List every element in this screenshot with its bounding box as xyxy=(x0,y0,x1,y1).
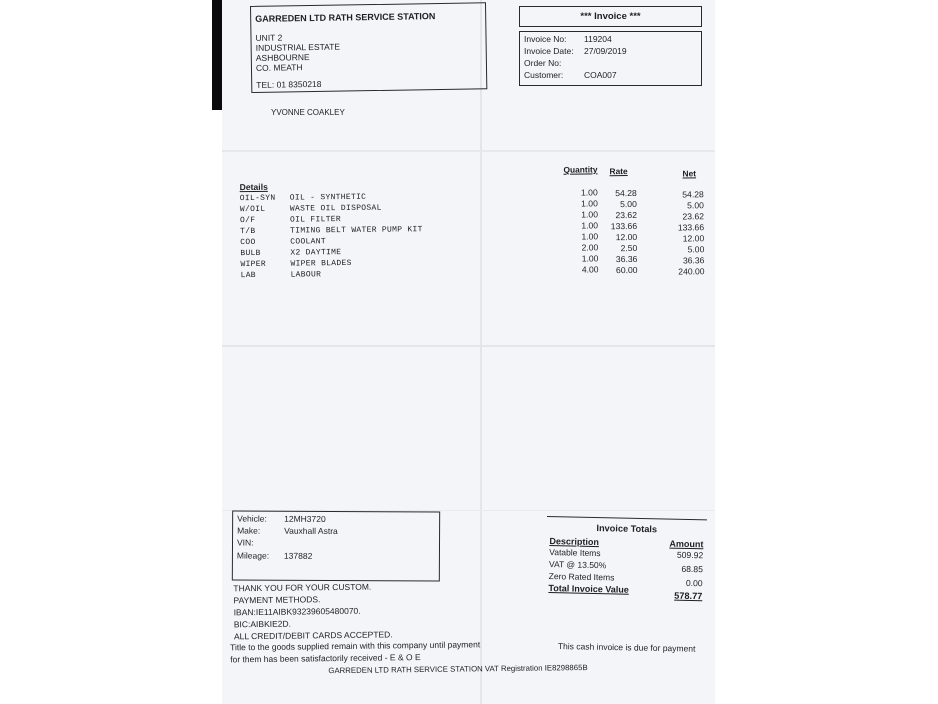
vin-label: VIN: xyxy=(236,537,254,548)
totals-row-value: 68.85 xyxy=(681,563,704,575)
item-code: O/F xyxy=(239,215,256,226)
totals-amount-header: Amount xyxy=(669,538,704,550)
item-quantity: 4.00 xyxy=(581,264,599,275)
item-quantity: 1.00 xyxy=(581,198,598,209)
item-code: W/OIL xyxy=(239,204,266,215)
item-code: WIPER xyxy=(240,259,267,270)
quantity-header: Quantity xyxy=(563,164,598,175)
customer-value: COA007 xyxy=(584,70,617,80)
total-invoice-label: Total Invoice Value xyxy=(548,583,629,595)
invoice-paper xyxy=(222,0,715,704)
item-description: WASTE OIL DISPOSAL xyxy=(289,203,382,214)
title-terms: for them has been satisfactorily received - E & O E xyxy=(230,652,421,665)
totals-row-value: 0.00 xyxy=(685,577,703,589)
item-net: 54.28 xyxy=(682,189,704,200)
company-vat-line: GARREDEN LTD RATH SERVICE STATION VAT Registration IE8298865B xyxy=(328,663,588,676)
item-code: COO xyxy=(240,237,256,248)
item-rate: 2.50 xyxy=(620,242,638,254)
item-quantity: 1.00 xyxy=(581,231,599,242)
item-description: TIMING BELT WATER PUMP KIT xyxy=(290,225,423,236)
rate-header: Rate xyxy=(609,166,628,177)
details-header: Details xyxy=(239,181,268,193)
invoice-title: *** Invoice *** xyxy=(580,11,641,22)
mileage-value: 137882 xyxy=(283,550,313,561)
mileage-label: Mileage: xyxy=(236,550,270,561)
invoice-date-value: 27/09/2019 xyxy=(584,46,627,56)
vehicle-label: Vehicle: xyxy=(237,513,267,524)
item-net: 240.00 xyxy=(678,266,705,277)
item-net: 12.00 xyxy=(682,233,705,244)
item-description: WIPER BLADES xyxy=(290,258,352,269)
item-description: COOLANT xyxy=(290,237,326,247)
item-quantity: 1.00 xyxy=(580,187,598,198)
total-invoice-value: 578.77 xyxy=(674,590,703,602)
item-quantity: 1.00 xyxy=(581,209,599,220)
item-quantity: 1.00 xyxy=(581,220,599,231)
footer-line: IBAN:IE11AIBK93239605480070. xyxy=(233,605,361,618)
make-value: Vauxhall Astra xyxy=(284,525,338,537)
item-code: OIL-SYN xyxy=(239,193,276,204)
item-description: X2 DAYTIME xyxy=(290,248,342,258)
item-net: 5.00 xyxy=(687,244,705,255)
item-rate: 133.66 xyxy=(610,220,638,232)
item-rate: 60.00 xyxy=(615,264,638,276)
totals-title: Invoice Totals xyxy=(596,523,658,535)
invoice-date-label: Invoice Date: xyxy=(524,46,574,56)
item-quantity: 2.00 xyxy=(581,242,599,253)
item-code: BULB xyxy=(240,248,261,259)
title-terms: Title to the goods supplied remain with this company until payment xyxy=(230,639,481,653)
address-line: INDUSTRIAL ESTATE xyxy=(255,41,341,53)
invoice-no-value: 119204 xyxy=(584,34,612,44)
company-tel: TEL: 01 8350218 xyxy=(256,78,322,90)
footer-line: ALL CREDIT/DEBIT CARDS ACCEPTED. xyxy=(233,629,393,642)
customer-name: YVONNE COAKLEY xyxy=(271,108,345,117)
item-code: LAB xyxy=(240,270,256,281)
totals-row-value: 509.92 xyxy=(676,549,704,561)
item-net: 23.62 xyxy=(682,211,705,222)
item-rate: 36.36 xyxy=(615,253,638,265)
order-no-label: Order No: xyxy=(524,58,562,68)
company-name: GARREDEN LTD RATH SERVICE STATION xyxy=(255,11,436,24)
make-label: Make: xyxy=(237,525,261,536)
address-line: ASHBOURNE xyxy=(255,52,310,63)
item-rate: 12.00 xyxy=(615,231,638,243)
item-net: 133.66 xyxy=(677,222,705,233)
item-net: 36.36 xyxy=(682,255,705,266)
item-description: LABOUR xyxy=(290,270,322,280)
item-description: OIL - SYNTHETIC xyxy=(289,192,367,203)
address-line: UNIT 2 xyxy=(255,32,283,43)
footer-line: BIC:AIBKIE2D. xyxy=(233,618,292,630)
cash-invoice-note: This cash invoice is due for payment xyxy=(557,641,696,654)
totals-row-label: Vatable Items xyxy=(549,547,601,559)
footer xyxy=(222,0,715,704)
item-code: T/B xyxy=(240,226,256,237)
item-net: 5.00 xyxy=(687,200,704,211)
customer-label: Customer: xyxy=(524,70,564,80)
item-rate: 5.00 xyxy=(620,198,637,210)
net-header: Net xyxy=(682,168,697,179)
footer-line: THANK YOU FOR YOUR CUSTOM. xyxy=(233,581,372,594)
item-quantity: 1.00 xyxy=(581,253,599,264)
item-rate: 23.62 xyxy=(615,209,638,221)
totals-description-header: Description xyxy=(549,536,600,548)
address-line: CO. MEATH xyxy=(255,62,303,73)
totals-row-label: Zero Rated Items xyxy=(548,571,615,583)
invoice-no-label: Invoice No: xyxy=(524,34,567,44)
item-description: OIL FILTER xyxy=(289,215,342,225)
item-rate: 54.28 xyxy=(615,187,637,199)
footer-line: PAYMENT METHODS. xyxy=(233,594,321,606)
vehicle-value: 12MH3720 xyxy=(284,513,326,524)
totals-row-label: VAT @ 13.50% xyxy=(548,559,607,571)
